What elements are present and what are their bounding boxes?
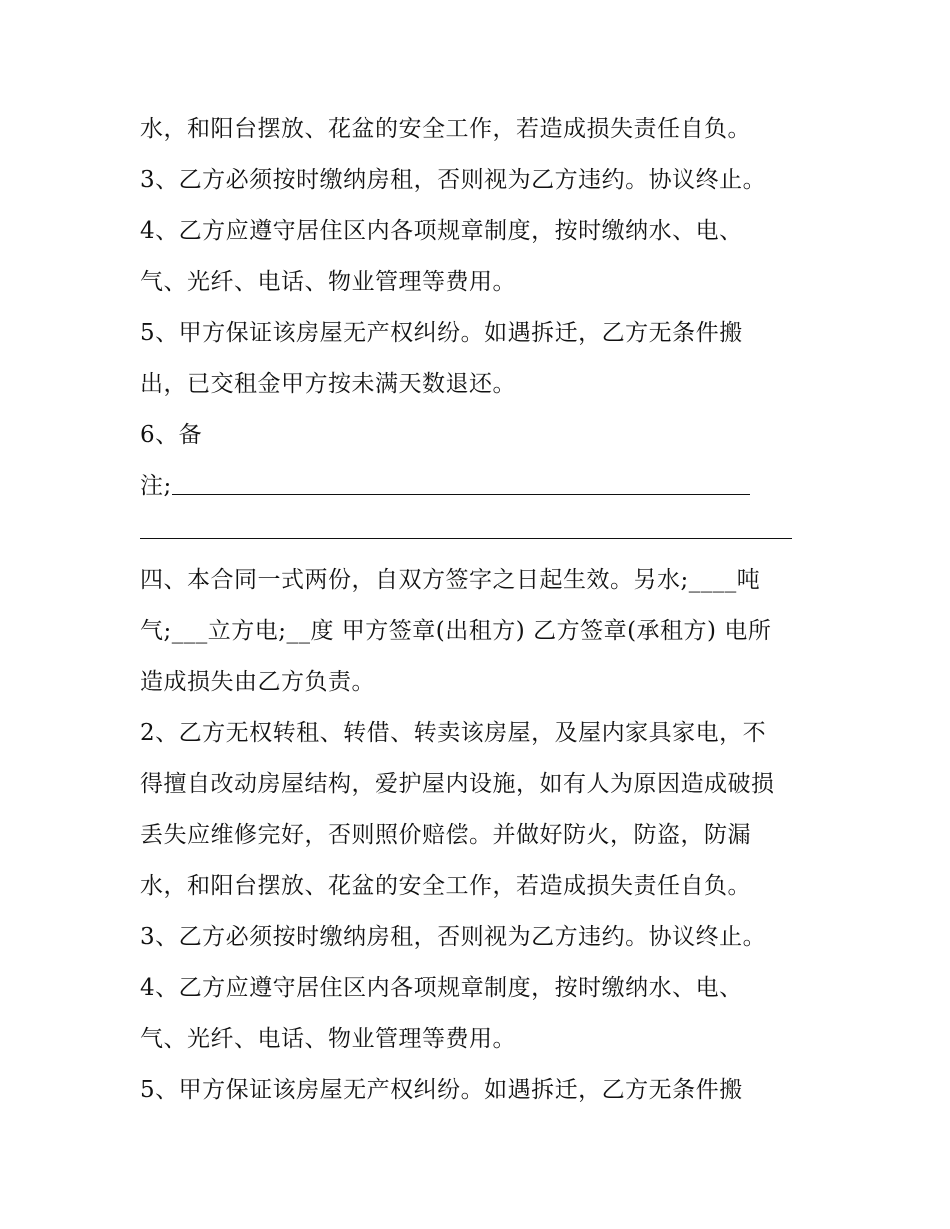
text-line: 造成损失由乙方负责。: [140, 669, 375, 695]
remarks-label: 注;: [140, 473, 172, 499]
text-line: 6、备: [140, 422, 203, 448]
text-line: 3、乙方必须按时缴纳房租，否则视为乙方违约。协议终止。: [140, 924, 767, 950]
remarks-blank-line-2: [140, 538, 792, 539]
text-line: 3、乙方必须按时缴纳房租，否则视为乙方违约。协议终止。: [140, 167, 767, 193]
text-line: 4、乙方应遵守居住区内各项规章制度，按时缴纳水、电、: [140, 975, 743, 1001]
text-line: 气、光纤、电话、物业管理等费用。: [140, 1026, 516, 1052]
text-line: 5、甲方保证该房屋无产权纠纷。如遇拆迁，乙方无条件搬: [140, 320, 743, 346]
text-line: 气、光纤、电话、物业管理等费用。: [140, 269, 516, 295]
text-line: 水，和阳台摆放、花盆的安全工作，若造成损失责任自负。: [140, 116, 751, 142]
text-line: 出，已交租金甲方按未满天数退还。: [140, 371, 516, 397]
text-line: 4、乙方应遵守居住区内各项规章制度，按时缴纳水、电、: [140, 218, 743, 244]
text-line: 气;___立方电;__度 甲方签章(出租方) 乙方签章(承租方) 电所: [140, 618, 772, 644]
text-line: 5、甲方保证该房屋无产权纠纷。如遇拆迁，乙方无条件搬: [140, 1077, 743, 1103]
text-line: 得擅自改动房屋结构，爱护屋内设施，如有人为原因造成破损: [140, 771, 775, 797]
text-line: 四、本合同一式两份，自双方签字之日起生效。另水;____吨: [140, 567, 761, 593]
remarks-blank-line: [172, 494, 750, 495]
text-line: 水，和阳台摆放、花盆的安全工作，若造成损失责任自负。: [140, 873, 751, 899]
text-line: 2、乙方无权转租、转借、转卖该房屋，及屋内家具家电，不: [140, 720, 767, 746]
text-line: 丢失应维修完好，否则照价赔偿。并做好防火，防盗，防漏: [140, 822, 751, 848]
